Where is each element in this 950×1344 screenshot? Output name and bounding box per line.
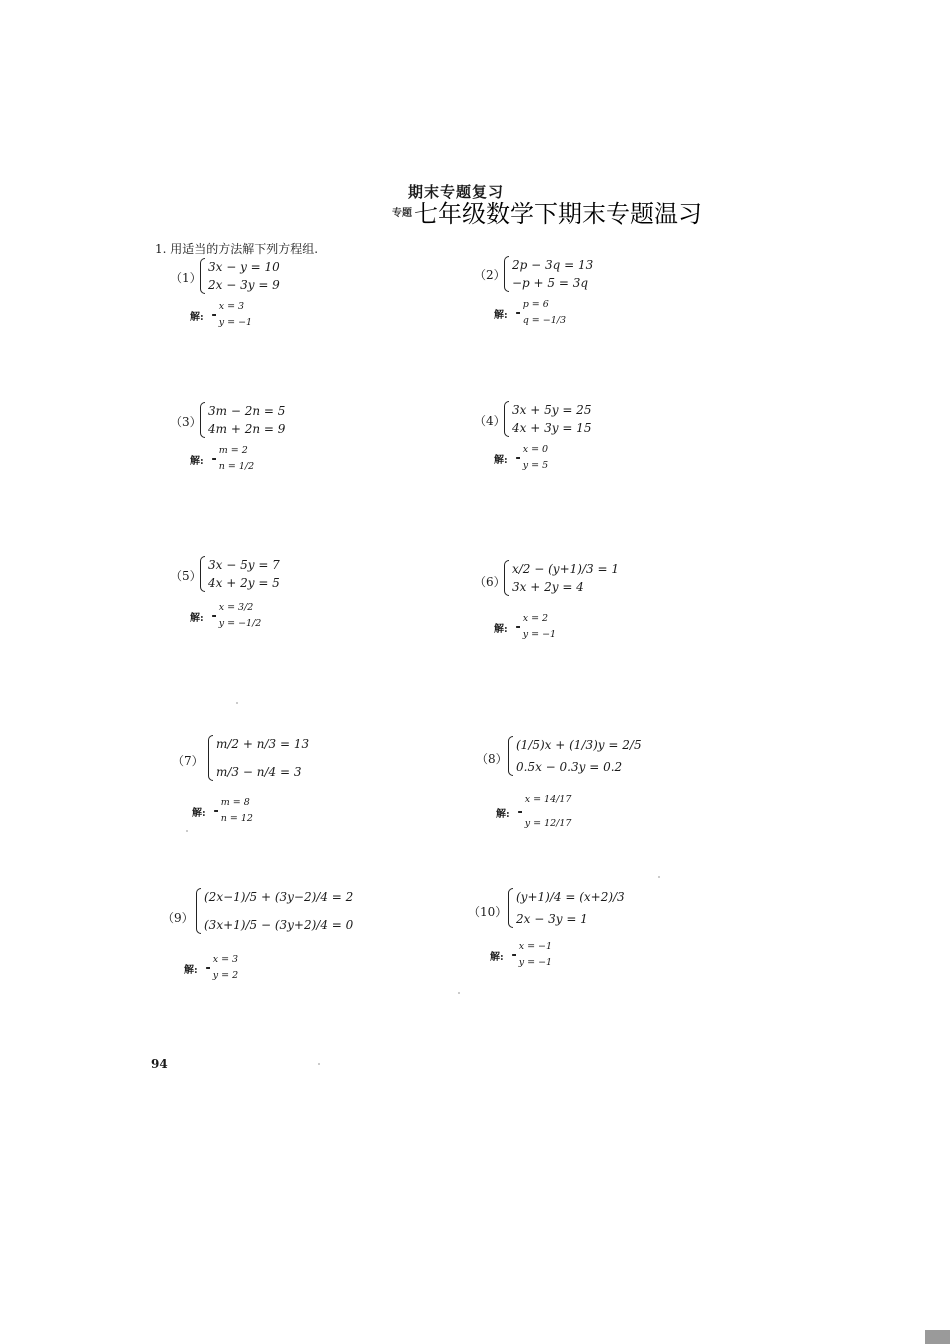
brace	[516, 626, 520, 628]
solution-value: y = 2	[212, 970, 239, 981]
scan-speck	[318, 1063, 320, 1065]
problem-number: （10）	[468, 905, 508, 919]
equation-system	[200, 556, 280, 592]
equation: −p + 5 = 3q	[512, 276, 589, 290]
equation: 3x + 5y = 25	[512, 403, 592, 417]
solution-value: n = 1/2	[218, 461, 255, 472]
brace	[516, 312, 520, 314]
scan-speck	[236, 702, 238, 704]
scan-speck	[658, 876, 660, 878]
brace	[512, 954, 516, 956]
solution-value: y = −1	[518, 957, 553, 968]
solution-value: y = −1	[522, 629, 557, 640]
problem-number: （6）	[474, 575, 506, 589]
solution-value: x = 0	[522, 444, 549, 455]
brace	[206, 967, 210, 969]
brace	[200, 402, 205, 438]
problem-number: （3）	[170, 415, 202, 429]
solution	[190, 600, 261, 632]
solution-value: m = 8	[220, 797, 250, 808]
solution-value: x = 3	[218, 301, 245, 312]
solution	[494, 297, 566, 329]
equation: (1/5)x + (1/3)y = 2/5	[516, 738, 642, 752]
solution	[190, 443, 254, 475]
brace	[518, 811, 522, 813]
problem-number: （4）	[474, 414, 506, 428]
brace	[212, 458, 216, 460]
solution	[192, 795, 253, 827]
solution-label: 解:	[190, 311, 204, 323]
page-number: 94	[151, 1057, 168, 1071]
equation: m/2 + n/3 = 13	[216, 737, 310, 751]
solution-label: 解:	[190, 455, 204, 467]
brace	[504, 560, 509, 596]
solution-value: p = 6	[522, 299, 549, 310]
equation: 2p − 3q = 13	[512, 258, 594, 272]
brace	[212, 314, 216, 316]
section-heading: 期末专题复习	[408, 183, 505, 201]
exercise-instruction: 1. 用适当的方法解下列方程组.	[155, 242, 319, 256]
solution-value: y = −1	[218, 317, 253, 328]
solution-label: 解:	[494, 454, 508, 466]
equation: 2x − 3y = 9	[208, 278, 280, 292]
equation: 0.5x − 0.3y = 0.2	[516, 760, 623, 774]
solution-label: 解:	[192, 807, 206, 819]
solution-label: 解:	[190, 612, 204, 624]
equation: 2x − 3y = 1	[516, 912, 588, 926]
solution	[494, 442, 548, 474]
brace	[516, 457, 520, 459]
equation-system	[508, 736, 642, 776]
scan-speck	[186, 830, 188, 832]
solution	[494, 611, 556, 643]
solution-value: x = 3/2	[218, 602, 254, 613]
solution-value: n = 12	[220, 813, 253, 824]
equation-system	[504, 256, 593, 292]
problem-number: （7）	[172, 754, 204, 768]
problem-number: （8）	[476, 752, 508, 766]
document-title: 七年级数学下期末专题温习	[414, 200, 702, 228]
scan-speck	[458, 992, 460, 994]
equation: 3x + 2y = 4	[512, 580, 584, 594]
brace	[214, 810, 218, 812]
solution-label: 解:	[494, 623, 508, 635]
brace	[508, 888, 513, 928]
equation: x/2 − (y+1)/3 = 1	[512, 562, 619, 576]
problem-number: （1）	[170, 271, 202, 285]
solution	[190, 299, 252, 331]
solution-value: y = 12/17	[524, 818, 572, 829]
equation: (2x−1)/5 + (3y−2)/4 = 2	[204, 890, 354, 904]
solution-value: x = −1	[518, 941, 553, 952]
solution	[490, 939, 552, 971]
equation: (y+1)/4 = (x+2)/3	[516, 890, 625, 904]
equation: 3x − 5y = 7	[208, 558, 280, 572]
solution-value: x = 2	[522, 613, 549, 624]
brace	[200, 556, 205, 592]
section-subheading: 专题	[392, 208, 412, 219]
solution-label: 解:	[494, 309, 508, 321]
scan-edge-mark	[925, 1330, 950, 1344]
solution-value: x = 14/17	[524, 794, 572, 805]
solution	[496, 792, 571, 832]
solution-value: y = −1/2	[218, 618, 262, 629]
equation-system	[196, 888, 353, 934]
equation-system	[200, 258, 280, 294]
equation: m/3 − n/4 = 3	[216, 765, 302, 779]
brace	[208, 735, 213, 781]
equation-system	[200, 402, 285, 438]
equation-system	[504, 401, 591, 437]
equation: (3x+1)/5 − (3y+2)/4 = 0	[204, 918, 354, 932]
equation: 3x − y = 10	[208, 260, 280, 274]
problem-number: （9）	[162, 911, 194, 925]
solution-value: q = −1/3	[522, 315, 567, 326]
solution-label: 解:	[184, 964, 198, 976]
problem-number: （2）	[474, 268, 506, 282]
brace	[200, 258, 205, 294]
brace	[508, 736, 513, 776]
solution-label: 解:	[490, 951, 504, 963]
brace	[504, 401, 509, 437]
solution	[184, 952, 238, 984]
solution-value: m = 2	[218, 445, 248, 456]
equation: 3m − 2n = 5	[208, 404, 286, 418]
solution-value: x = 3	[212, 954, 239, 965]
equation-system	[508, 888, 625, 928]
equation: 4m + 2n = 9	[208, 422, 286, 436]
equation-system	[208, 735, 309, 781]
brace	[196, 888, 201, 934]
equation: 4x + 2y = 5	[208, 576, 280, 590]
solution-value: y = 5	[522, 460, 549, 471]
equation-system	[504, 560, 619, 596]
equation: 4x + 3y = 15	[512, 421, 592, 435]
brace	[212, 615, 216, 617]
problem-number: （5）	[170, 569, 202, 583]
brace	[504, 256, 509, 292]
solution-label: 解:	[496, 808, 510, 820]
